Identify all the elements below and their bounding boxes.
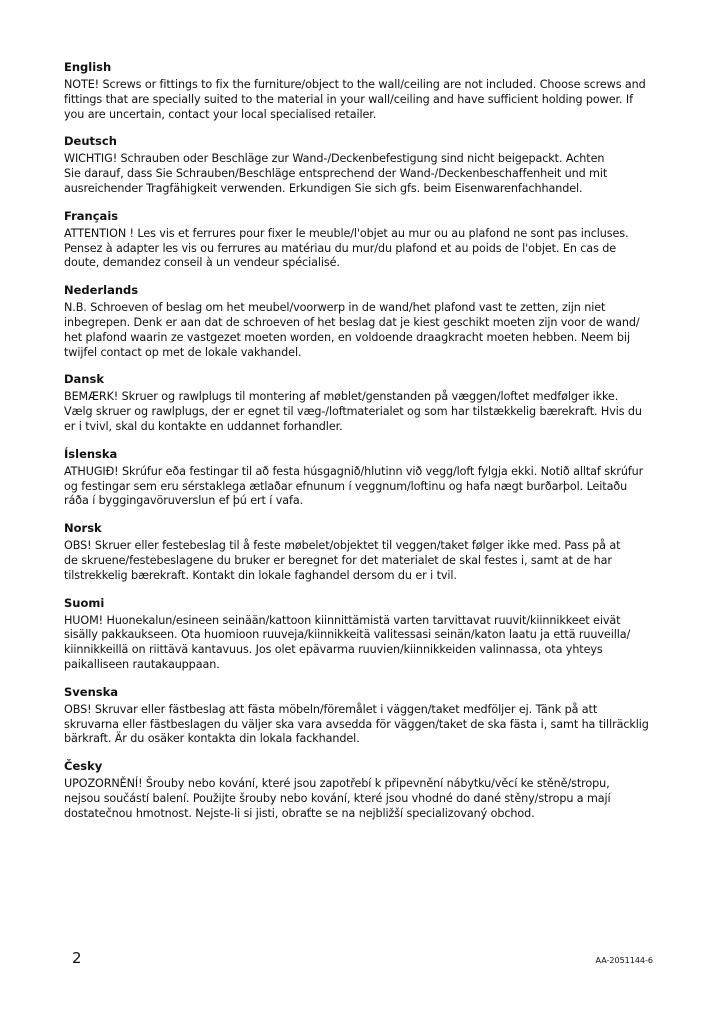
notice-line: ráða í byggingavöruverslun ef þú ert í vafa. (64, 494, 304, 508)
notice-line: N.B. Schroeven of beslag om het meubel/voorwerp in de wand/het plafond vast te zetten, zijn niet (64, 301, 606, 315)
notice-text (64, 78, 658, 122)
language-section (64, 596, 658, 673)
language-heading: Norsk (64, 521, 102, 536)
language-heading: Česky (64, 759, 103, 774)
language-section (64, 134, 658, 196)
language-heading: English (64, 60, 112, 74)
notice-line: skruvarna eller fästbeslagen du väljer ska vara avsedda för väggen/taket de ska fästa i, samt ha tillräcklig (64, 717, 649, 731)
notice-text (64, 227, 658, 271)
notice-line: you are uncertain, contact your local specialised retailer. (64, 107, 377, 121)
notice-line: inbegrepen. Denk er aan dat de schroeven of het beslag dat je kiest geschikt moeten zijn voor de wand/ (64, 315, 640, 329)
notice-line: OBS! Skruvar eller fästbeslag att fästa möbeln/föremålet i väggen/taket medföljer ej. Tänk på att (64, 702, 598, 716)
notice-line: sisälly pakkaukseen. Ota huomioon ruuveja/kiinnikkeitä valitessasi seinän/katon laatu ja että ruuveilla/ (64, 628, 631, 642)
notice-line: WICHTIG! Schrauben oder Beschläge zur Wand-/Deckenbefestigung sind nicht beigepackt. Achten (64, 152, 605, 166)
notice-text (64, 390, 658, 434)
notice-line: het plafond waarin ze vastgezet moeten worden, en voldoende draagkracht moeten hebben. Neem bij (64, 330, 630, 344)
language-heading: Suomi (64, 595, 105, 610)
language-section (64, 685, 658, 747)
notice-text (64, 152, 658, 196)
notice-line: nejsou součástí balení. Použijte šrouby nebo kování, které jsou vhodné do dané stěny/stropu a mají (64, 791, 611, 805)
notice-line: twijfel contact op met de lokale vakhandel. (64, 345, 302, 359)
notice-line: Pensez à adapter les vis ou ferrures au matériau du mur/du plafond et au poids de l'objet. En cas de (64, 241, 617, 255)
language-section (64, 372, 658, 434)
notice-line: Vælg skruer og rawlplugs, der er egnet til væg-/loftmaterialet og som har tilstækkelig bærekraft. Hvis du (64, 405, 642, 419)
language-section (64, 521, 658, 583)
document-code: AA-2051144-6 (595, 956, 653, 965)
notice-text (64, 465, 658, 509)
page-number: 2 (72, 949, 82, 967)
notice-text (64, 614, 658, 673)
instructions-content (64, 60, 658, 834)
notice-line: ATHUGIÐ! Skrúfur eða festingar til að festa húsgagnið/hlutinn við vegg/loft fylgja ekki. Notið alltaf skrúfur (64, 464, 644, 478)
notice-line: tilstrekkelig bærekraft. Kontakt din lokale faghandel dersom du er i tvil. (64, 568, 457, 582)
notice-line: Sie darauf, dass Sie Schrauben/Beschläge entsprechend der Wand-/Deckenbeschaffenheit und mit (64, 167, 608, 181)
notice-line: dostatečnou hmotnost. Nejste-li si jisti, obraťte se na nejbližší specializovaný obchod. (64, 806, 535, 820)
notice-text (64, 703, 658, 747)
notice-text (64, 777, 658, 821)
language-heading: Svenska (64, 684, 119, 699)
language-heading: Íslenska (64, 446, 118, 461)
notice-line: er i tvivl, skal du kontakte en uddannet forhandler. (64, 419, 343, 433)
notice-line: BEMÆRK! Skruer og rawlplugs til montering af møblet/genstanden på væggen/loftet medfølger ikke. (64, 390, 619, 404)
notice-line: HUOM! Huonekalun/esineen seinään/kattoon kiinnittämistä varten tarvittavat ruuvit/kiinnikkeet eivät (64, 613, 621, 627)
language-heading: Dansk (64, 372, 104, 387)
notice-line: OBS! Skruer eller festebeslag til å feste møbelet/objektet til veggen/taket følger ikke med. Pass på at (64, 539, 621, 553)
notice-line: ausreichender Tragfähigkeit verwenden. Erkundigen Sie sich gfs. beim Eisenwarenfachhandel. (64, 181, 583, 195)
language-section (64, 209, 658, 271)
notice-line: doute, demandez conseil à un vendeur spécialisé. (64, 256, 340, 270)
notice-line: og festingar sem eru sérstaklega ætlaðar efnunum í veggnum/loftinu og hafa nægt burðarþol. Leitaðu (64, 479, 628, 493)
notice-line: fittings that are specially suited to the material in your wall/ceiling and have sufficient holding power. If (64, 92, 633, 106)
notice-line: NOTE! Screws or fittings to fix the furniture/object to the wall/ceiling are not included. Choose screws and (64, 78, 646, 91)
language-heading: Nederlands (64, 283, 139, 298)
notice-line: de skruene/festebeslagene du bruker er beregnet for det materialet de skal festes i, samt at de har (64, 553, 612, 567)
language-heading: Deutsch (64, 134, 117, 149)
language-section (64, 759, 658, 821)
notice-line: bärkraft. Är du osäker kontakta din lokala fackhandel. (64, 732, 360, 746)
notice-text (64, 539, 658, 583)
notice-line: paikalliseen rautakauppaan. (64, 657, 220, 671)
notice-text (64, 301, 658, 360)
language-section (64, 283, 658, 360)
notice-line: ATTENTION ! Les vis et ferrures pour fixer le meuble/l'objet au mur ou au plafond ne sont pas incluses. (64, 226, 629, 240)
language-heading: Français (64, 208, 119, 223)
notice-line: UPOZORNĚNÍ! Šrouby nebo kování, které jsou zapotřebí k připevnění nábytku/věcí ke stěně/stropu, (64, 777, 610, 791)
language-section (64, 447, 658, 509)
language-section (64, 60, 658, 122)
notice-line: kiinnikkeillä on riittävä kantavuus. Jos olet epävarma ruuvien/kiinnikkeiden valinnassa, ota yhteys (64, 643, 603, 657)
